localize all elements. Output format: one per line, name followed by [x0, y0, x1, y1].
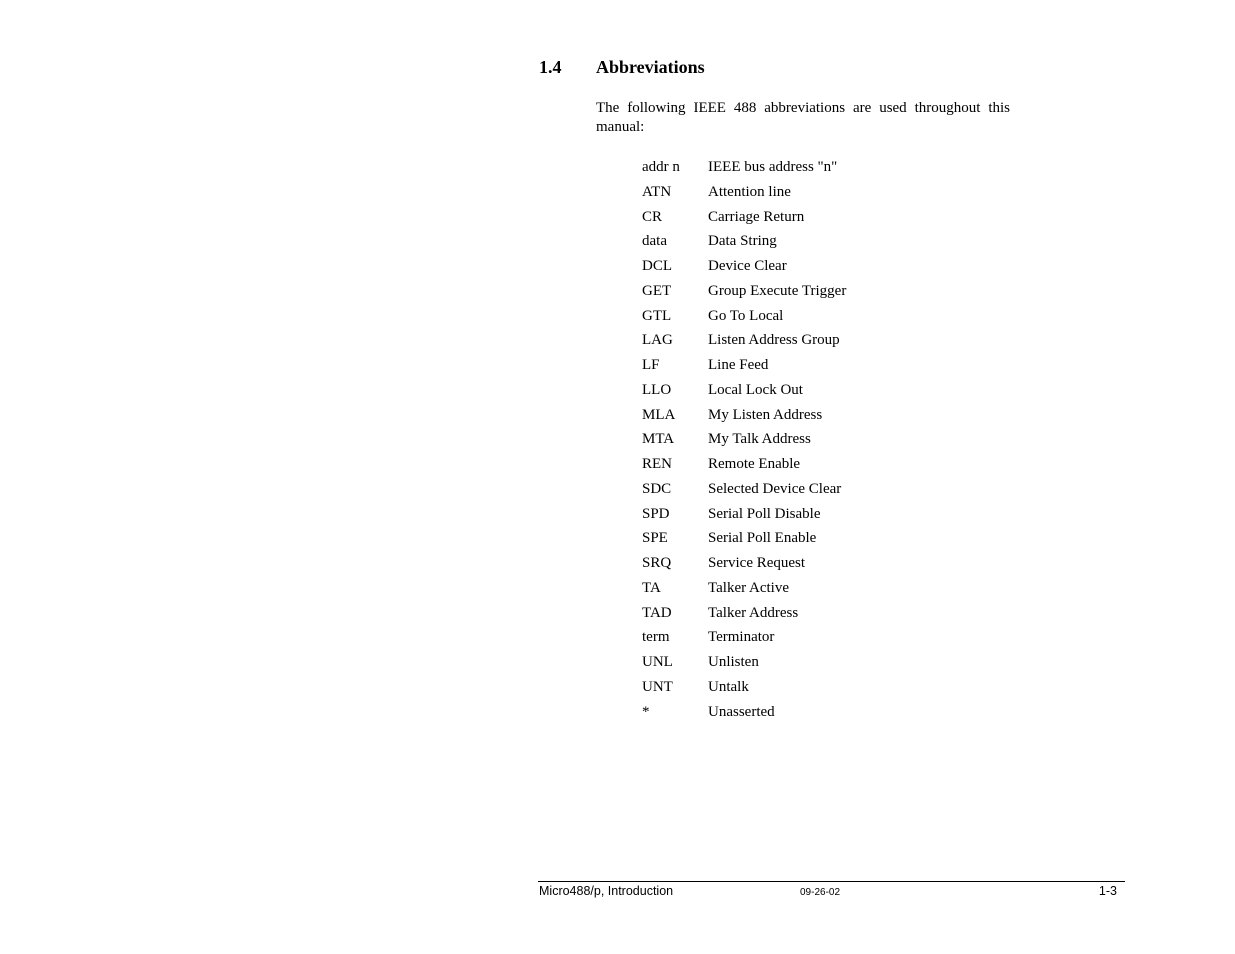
abbreviation-code: addr n: [642, 159, 680, 175]
abbreviation-meaning: Local Lock Out: [708, 381, 803, 398]
section-number: 1.4: [539, 57, 562, 77]
abbreviation-code: TA: [642, 579, 661, 596]
abbreviation-meaning: Selected Device Clear: [708, 480, 842, 497]
abbreviation-code: DCL: [642, 258, 672, 274]
abbreviation-meaning: Unlisten: [708, 654, 759, 670]
abbreviation-meaning: Go To Local: [708, 307, 784, 324]
section-title: Abbreviations: [596, 57, 705, 77]
abbreviation-code: UNL: [642, 654, 673, 670]
abbreviation-code: TAD: [642, 604, 672, 621]
abbreviation-code: MTA: [642, 431, 675, 448]
abbreviation-meaning: Remote Enable: [708, 456, 801, 472]
abbreviation-meaning: Serial Poll Enable: [708, 530, 817, 547]
abbreviation-meaning: Line Feed: [708, 357, 769, 373]
abbreviation-meaning: IEEE bus address "n": [708, 159, 838, 175]
abbreviation-meaning: Untalk: [708, 678, 749, 695]
abbreviation-code: GTL: [642, 307, 672, 324]
abbreviation-meaning: Listen Address Group: [708, 332, 840, 349]
abbreviation-code: LAG: [642, 332, 673, 349]
abbreviation-code: SDC: [642, 480, 672, 497]
abbreviation-meaning: Service Request: [708, 555, 806, 571]
abbreviation-code: CR: [642, 208, 663, 225]
abbreviation-code: ATN: [642, 183, 672, 200]
abbreviation-meaning: My Listen Address: [708, 406, 823, 423]
abbreviation-code: data: [642, 233, 667, 250]
abbreviation-code: GET: [642, 282, 672, 299]
abbreviation-code: term: [642, 629, 670, 646]
abbreviation-meaning: Talker Active: [708, 579, 789, 596]
page-footer: [538, 881, 1125, 904]
abbreviation-meaning: Device Clear: [708, 258, 787, 274]
abbreviation-meaning: Serial Poll Disable: [708, 505, 821, 522]
intro-paragraph: The following IEEE 488 abbreviations are used throughout this manual:: [596, 100, 1010, 135]
footer-date: 09-26-02: [800, 887, 841, 898]
abbreviation-code: REN: [642, 456, 672, 472]
footer-document-title: Micro488/p, Introduction: [539, 884, 674, 898]
abbreviation-code: LLO: [642, 381, 672, 398]
abbreviation-meaning: Data String: [708, 233, 777, 250]
abbreviation-code: MLA: [642, 406, 676, 423]
abbreviation-meaning: Attention line: [708, 183, 791, 200]
abbreviation-meaning: Group Execute Trigger: [708, 282, 847, 299]
abbreviation-code: LF: [642, 357, 660, 373]
abbreviation-meaning: Talker Address: [708, 604, 799, 621]
footer-page-number: 1-3: [1098, 884, 1117, 898]
abbreviation-meaning: Unasserted: [708, 703, 775, 720]
abbreviation-meaning: Carriage Return: [708, 208, 805, 225]
abbreviation-meaning: My Talk Address: [708, 431, 811, 448]
abbreviation-code: SPE: [642, 530, 668, 547]
abbreviation-code: SPD: [642, 505, 670, 522]
abbreviation-code: SRQ: [642, 555, 672, 571]
abbreviation-code: *: [642, 703, 650, 720]
abbreviation-meaning: Terminator: [708, 629, 775, 646]
abbreviation-code: UNT: [642, 678, 673, 695]
